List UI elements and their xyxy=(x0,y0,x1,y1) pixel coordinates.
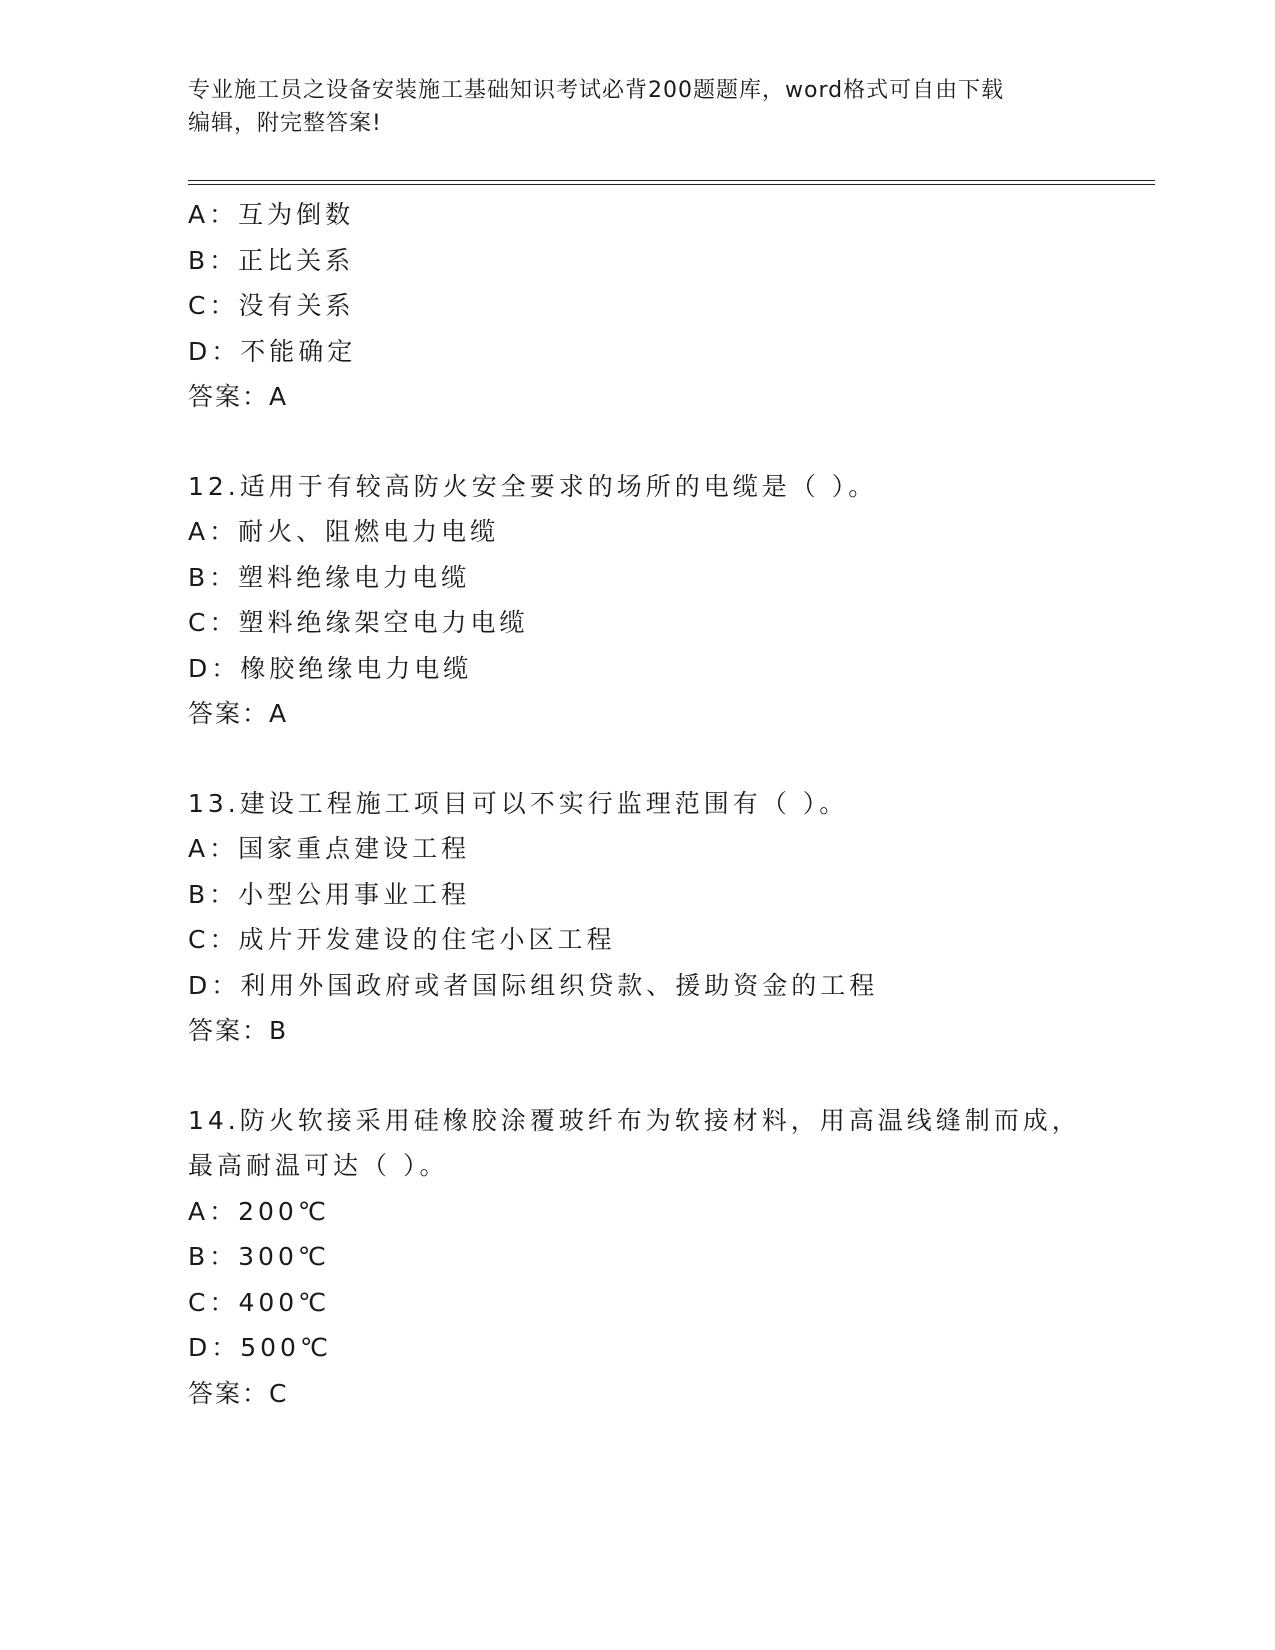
option-d: D：不能确定 xyxy=(188,336,357,366)
question-text: 13.建设工程施工项目可以不实行监理范围有（ ）。 xyxy=(188,788,849,818)
question-list xyxy=(188,192,1148,1416)
answer: 答案：A xyxy=(188,699,289,728)
option-c: C：塑料绝缘架空电力电缆 xyxy=(188,608,529,637)
question-text: 12.适用于有较高防火安全要求的场所的电缆是（ ）。 xyxy=(188,471,878,501)
question-11 xyxy=(188,192,1148,420)
option-c: C：成片开发建设的住宅小区工程 xyxy=(188,925,616,954)
option-d: D：橡胶绝缘电力电缆 xyxy=(188,653,473,683)
question-14 xyxy=(188,1098,1148,1417)
question-text-line-1: 14.防火软接采用硅橡胶涂覆玻纤布为软接材料，用高温线缝制而成， xyxy=(188,1105,1081,1135)
question-text-line-2: 最高耐温可达（ ）。 xyxy=(188,1151,449,1180)
option-d: D：500℃ xyxy=(188,1333,333,1362)
option-a: A：耐火、阻燃电力电缆 xyxy=(188,517,500,546)
answer: 答案：A xyxy=(188,382,289,411)
header-line-1: 专业施工员之设备安装施工基础知识考试必背200题题库，word格式可自由下载 xyxy=(188,78,1005,103)
option-c: C：没有关系 xyxy=(188,291,355,320)
option-d: D：利用外国政府或者国际组织贷款、援助资金的工程 xyxy=(188,970,879,1000)
question-12 xyxy=(188,464,1148,737)
option-b: B：正比关系 xyxy=(188,245,355,275)
option-a: A：国家重点建设工程 xyxy=(188,834,471,863)
document-header xyxy=(188,74,1088,140)
option-b: B：300℃ xyxy=(188,1242,330,1271)
option-c: C：400℃ xyxy=(188,1287,331,1317)
header-line-2: 编辑，附完整答案! xyxy=(188,111,382,136)
option-b: B：塑料绝缘电力电缆 xyxy=(188,562,471,592)
option-a: A：200℃ xyxy=(188,1196,330,1226)
answer: 答案：B xyxy=(188,1016,289,1045)
question-13 xyxy=(188,781,1148,1054)
answer: 答案：C xyxy=(188,1378,289,1408)
header-divider xyxy=(188,180,1155,185)
option-b: B：小型公用事业工程 xyxy=(188,879,471,909)
option-a: A：互为倒数 xyxy=(188,200,355,229)
